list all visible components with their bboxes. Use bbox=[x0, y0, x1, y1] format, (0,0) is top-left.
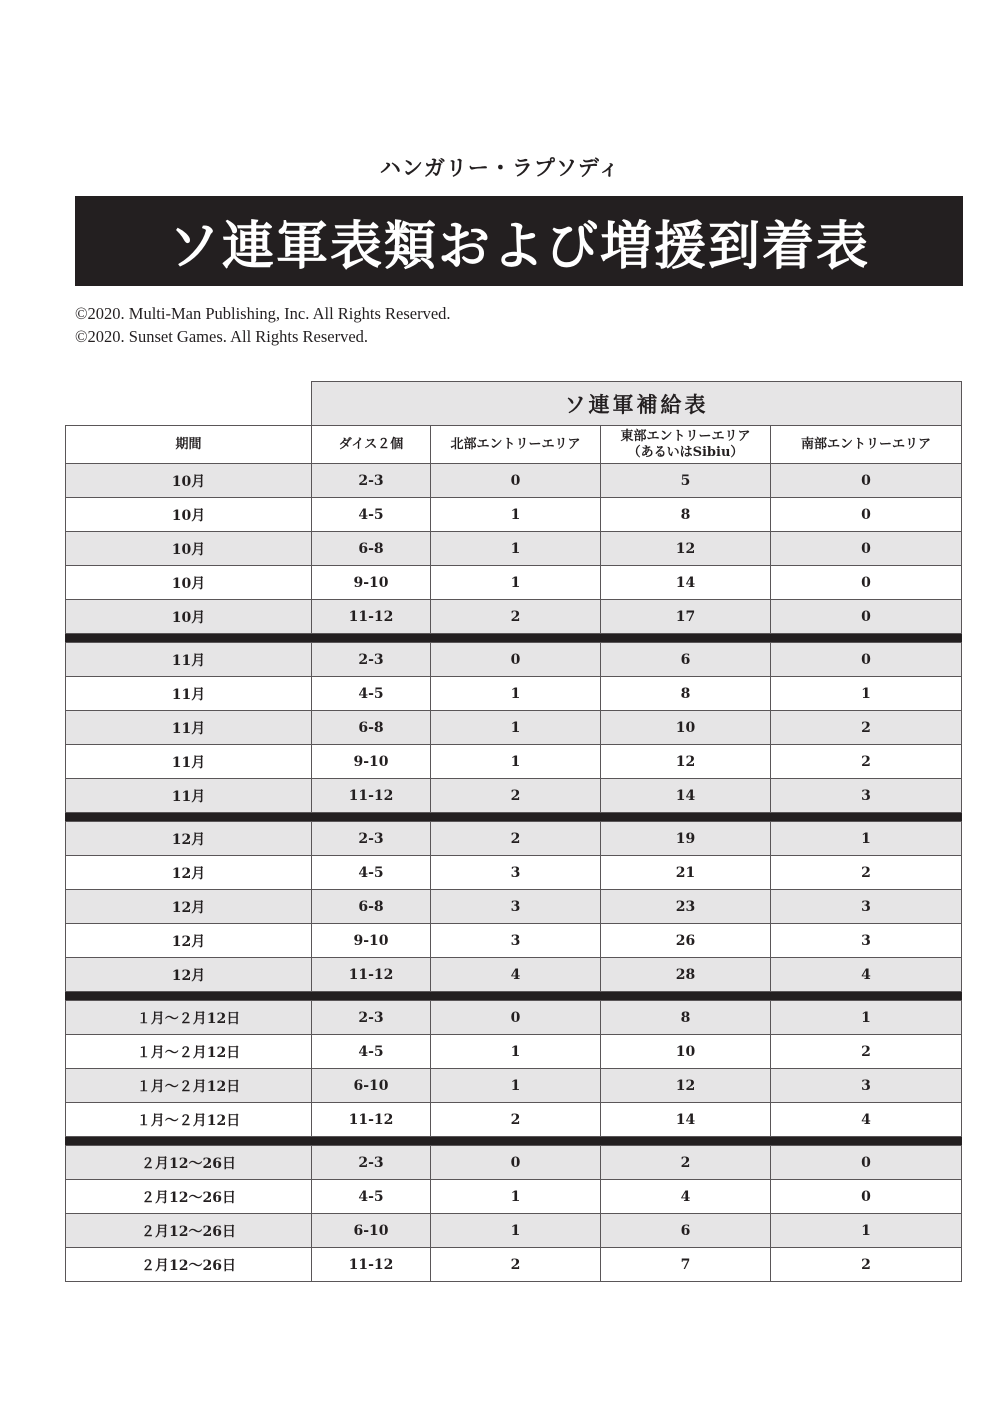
cell-dice: 4-5 bbox=[312, 677, 431, 711]
separator-bar bbox=[66, 992, 962, 1001]
cell-dice: 11-12 bbox=[312, 600, 431, 634]
table-row bbox=[66, 1035, 962, 1069]
table-row bbox=[66, 1180, 962, 1214]
copyright-notice bbox=[75, 302, 451, 348]
cell-south: 3 bbox=[771, 890, 962, 924]
cell-east: 12 bbox=[601, 532, 771, 566]
cell-south: 4 bbox=[771, 958, 962, 992]
cell-dice: 6-8 bbox=[312, 890, 431, 924]
cell-period: 10月 bbox=[66, 464, 312, 498]
cell-south: 1 bbox=[771, 1001, 962, 1035]
cell-east: 6 bbox=[601, 643, 771, 677]
cell-north: 3 bbox=[431, 924, 601, 958]
cell-dice: 11-12 bbox=[312, 1103, 431, 1137]
cell-north: 4 bbox=[431, 958, 601, 992]
cell-east: 10 bbox=[601, 1035, 771, 1069]
cell-south: 0 bbox=[771, 464, 962, 498]
table-caption: ソ連軍補給表 bbox=[312, 382, 962, 426]
group-separator bbox=[66, 813, 962, 822]
cell-dice: 11-12 bbox=[312, 958, 431, 992]
cell-dice: 6-10 bbox=[312, 1214, 431, 1248]
cell-period: 12月 bbox=[66, 924, 312, 958]
cell-east: 19 bbox=[601, 822, 771, 856]
cell-south: 0 bbox=[771, 498, 962, 532]
cell-north: 1 bbox=[431, 566, 601, 600]
table-row bbox=[66, 822, 962, 856]
cell-east: 14 bbox=[601, 1103, 771, 1137]
cell-south: 1 bbox=[771, 677, 962, 711]
cell-north: 3 bbox=[431, 890, 601, 924]
separator-bar bbox=[66, 634, 962, 643]
cell-north: 2 bbox=[431, 600, 601, 634]
cell-east: 12 bbox=[601, 1069, 771, 1103]
cell-south: 0 bbox=[771, 566, 962, 600]
cell-south: 3 bbox=[771, 924, 962, 958]
table-row bbox=[66, 532, 962, 566]
cell-north: 1 bbox=[431, 1069, 601, 1103]
table-row bbox=[66, 1103, 962, 1137]
cell-dice: 4-5 bbox=[312, 856, 431, 890]
cell-period: ２月12～26日 bbox=[66, 1146, 312, 1180]
table-row bbox=[66, 464, 962, 498]
cell-south: 2 bbox=[771, 745, 962, 779]
cell-south: 0 bbox=[771, 600, 962, 634]
cell-period: 10月 bbox=[66, 566, 312, 600]
cell-north: 3 bbox=[431, 856, 601, 890]
cell-east: 8 bbox=[601, 1001, 771, 1035]
cell-dice: 11-12 bbox=[312, 779, 431, 813]
table-row bbox=[66, 745, 962, 779]
cell-dice: 6-8 bbox=[312, 532, 431, 566]
cell-south: 0 bbox=[771, 1180, 962, 1214]
cell-dice: 2-3 bbox=[312, 1146, 431, 1180]
cell-east: 8 bbox=[601, 498, 771, 532]
cell-south: 2 bbox=[771, 1248, 962, 1282]
cell-south: 0 bbox=[771, 643, 962, 677]
table-row bbox=[66, 856, 962, 890]
cell-south: 1 bbox=[771, 1214, 962, 1248]
cell-dice: 4-5 bbox=[312, 1180, 431, 1214]
cell-north: 1 bbox=[431, 677, 601, 711]
table-row bbox=[66, 1069, 962, 1103]
cell-east: 4 bbox=[601, 1180, 771, 1214]
cell-north: 2 bbox=[431, 779, 601, 813]
cell-north: 2 bbox=[431, 1248, 601, 1282]
cell-dice: 6-8 bbox=[312, 711, 431, 745]
column-header-east-line1: 東部エントリーエリア bbox=[620, 428, 751, 444]
table-row bbox=[66, 600, 962, 634]
table-row bbox=[66, 1001, 962, 1035]
cell-period: 11月 bbox=[66, 711, 312, 745]
separator-bar bbox=[66, 1137, 962, 1146]
table-row bbox=[66, 1146, 962, 1180]
cell-south: 3 bbox=[771, 779, 962, 813]
table-row bbox=[66, 1248, 962, 1282]
cell-dice: 9-10 bbox=[312, 924, 431, 958]
table-row bbox=[66, 958, 962, 992]
cell-north: 0 bbox=[431, 1001, 601, 1035]
cell-period: １月～２月12日 bbox=[66, 1103, 312, 1137]
cell-north: 1 bbox=[431, 532, 601, 566]
cell-north: 2 bbox=[431, 1103, 601, 1137]
copyright-line: ©2020. Multi-Man Publishing, Inc. All Rights Reserved. bbox=[75, 304, 451, 323]
cell-east: 17 bbox=[601, 600, 771, 634]
table-row bbox=[66, 643, 962, 677]
cell-dice: 2-3 bbox=[312, 822, 431, 856]
cell-east: 21 bbox=[601, 856, 771, 890]
cell-east: 8 bbox=[601, 677, 771, 711]
group-separator bbox=[66, 1137, 962, 1146]
cell-period: 12月 bbox=[66, 890, 312, 924]
cell-period: 12月 bbox=[66, 856, 312, 890]
cell-north: 1 bbox=[431, 1035, 601, 1069]
table-row bbox=[66, 711, 962, 745]
cell-south: 0 bbox=[771, 1146, 962, 1180]
column-header-dice: ダイス２個 bbox=[312, 426, 431, 464]
table-row bbox=[66, 566, 962, 600]
cell-period: ２月12～26日 bbox=[66, 1214, 312, 1248]
cell-north: 0 bbox=[431, 643, 601, 677]
cell-dice: 11-12 bbox=[312, 1248, 431, 1282]
table-body bbox=[66, 464, 962, 1282]
cell-east: 28 bbox=[601, 958, 771, 992]
cell-period: 10月 bbox=[66, 532, 312, 566]
cell-north: 0 bbox=[431, 1146, 601, 1180]
table-row bbox=[66, 890, 962, 924]
cell-east: 12 bbox=[601, 745, 771, 779]
cell-period: 12月 bbox=[66, 822, 312, 856]
cell-period: １月～２月12日 bbox=[66, 1001, 312, 1035]
supply-table-container bbox=[65, 381, 961, 1282]
column-header-east-line2: （あるいはSibiu） bbox=[627, 444, 744, 460]
cell-dice: 4-5 bbox=[312, 498, 431, 532]
cell-south: 1 bbox=[771, 822, 962, 856]
cell-period: 11月 bbox=[66, 643, 312, 677]
cell-south: 2 bbox=[771, 711, 962, 745]
cell-period: 12月 bbox=[66, 958, 312, 992]
cell-north: 1 bbox=[431, 711, 601, 745]
cell-period: 11月 bbox=[66, 745, 312, 779]
cell-north: 1 bbox=[431, 745, 601, 779]
cell-period: 11月 bbox=[66, 677, 312, 711]
caption-spacer bbox=[66, 382, 312, 426]
table-row bbox=[66, 498, 962, 532]
cell-east: 26 bbox=[601, 924, 771, 958]
cell-south: 0 bbox=[771, 532, 962, 566]
cell-dice: 9-10 bbox=[312, 566, 431, 600]
cell-east: 7 bbox=[601, 1248, 771, 1282]
soviet-supply-table bbox=[65, 381, 962, 1282]
cell-south: 4 bbox=[771, 1103, 962, 1137]
cell-period: ２月12～26日 bbox=[66, 1248, 312, 1282]
cell-period: 10月 bbox=[66, 498, 312, 532]
table-row bbox=[66, 677, 962, 711]
column-header-south: 南部エントリーエリア bbox=[771, 426, 962, 464]
cell-east: 10 bbox=[601, 711, 771, 745]
cell-south: 3 bbox=[771, 1069, 962, 1103]
cell-north: 1 bbox=[431, 1214, 601, 1248]
cell-east: 5 bbox=[601, 464, 771, 498]
document-subtitle: ハンガリー・ラプソディ bbox=[379, 155, 621, 180]
cell-dice: 2-3 bbox=[312, 643, 431, 677]
column-header-east bbox=[601, 426, 771, 464]
cell-dice: 2-3 bbox=[312, 1001, 431, 1035]
cell-east: 2 bbox=[601, 1146, 771, 1180]
cell-dice: 2-3 bbox=[312, 464, 431, 498]
document-title: ソ連軍表類および増援到着表 bbox=[167, 215, 870, 277]
cell-north: 1 bbox=[431, 1180, 601, 1214]
cell-dice: 9-10 bbox=[312, 745, 431, 779]
cell-north: 0 bbox=[431, 464, 601, 498]
cell-dice: 6-10 bbox=[312, 1069, 431, 1103]
table-row bbox=[66, 1214, 962, 1248]
cell-east: 6 bbox=[601, 1214, 771, 1248]
table-row bbox=[66, 779, 962, 813]
cell-period: 11月 bbox=[66, 779, 312, 813]
group-separator bbox=[66, 634, 962, 643]
group-separator bbox=[66, 992, 962, 1001]
cell-period: １月～２月12日 bbox=[66, 1035, 312, 1069]
copyright-line: ©2020. Sunset Games. All Rights Reserved. bbox=[75, 327, 369, 346]
cell-east: 23 bbox=[601, 890, 771, 924]
cell-east: 14 bbox=[601, 779, 771, 813]
cell-north: 1 bbox=[431, 498, 601, 532]
cell-south: 2 bbox=[771, 1035, 962, 1069]
cell-period: 10月 bbox=[66, 600, 312, 634]
cell-south: 2 bbox=[771, 856, 962, 890]
table-row bbox=[66, 924, 962, 958]
cell-period: ２月12～26日 bbox=[66, 1180, 312, 1214]
title-banner bbox=[75, 196, 963, 286]
cell-east: 14 bbox=[601, 566, 771, 600]
separator-bar bbox=[66, 813, 962, 822]
cell-period: １月～２月12日 bbox=[66, 1069, 312, 1103]
column-header-north: 北部エントリーエリア bbox=[431, 426, 601, 464]
column-header-period: 期間 bbox=[66, 426, 312, 464]
cell-dice: 4-5 bbox=[312, 1035, 431, 1069]
cell-north: 2 bbox=[431, 822, 601, 856]
